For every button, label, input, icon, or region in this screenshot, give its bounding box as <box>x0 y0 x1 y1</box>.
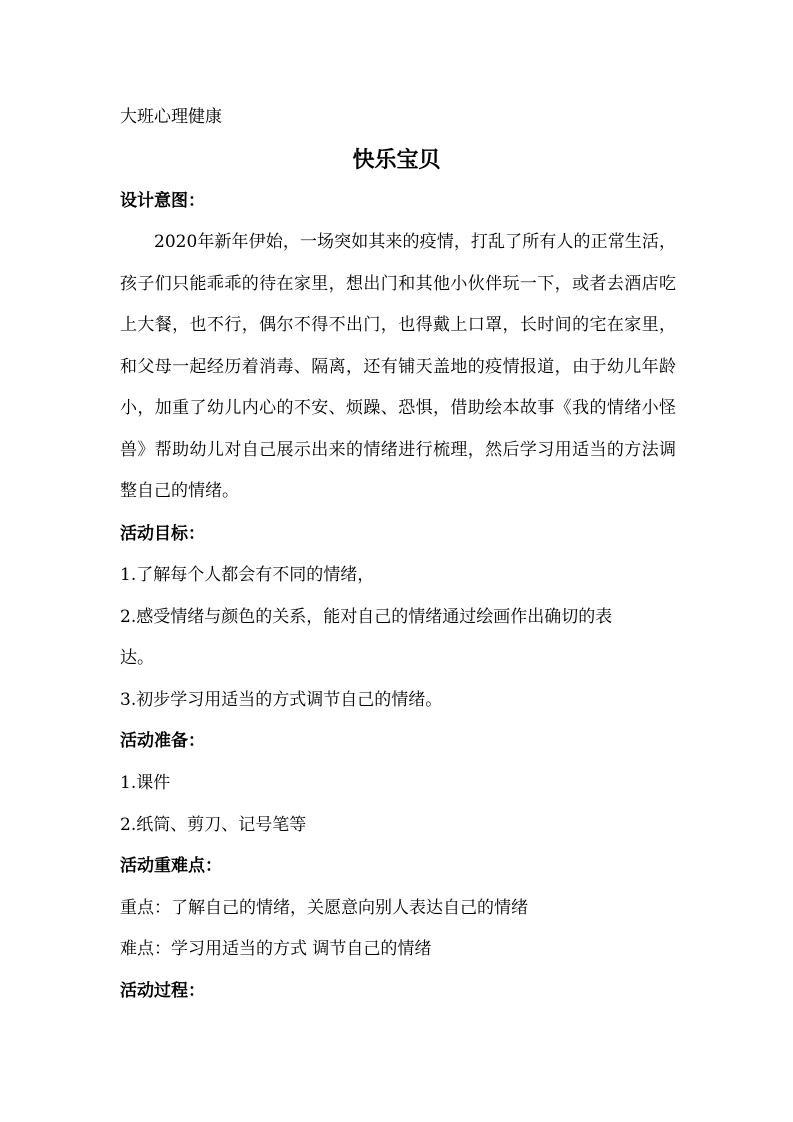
goal-item-3: 3.初步学习用适当的方式调节自己的情绪。 <box>120 690 443 710</box>
activity-process-heading: 活动过程： <box>120 981 205 1001</box>
key-difficult-heading: 活动重难点： <box>120 856 222 876</box>
design-intent-heading: 设计意图： <box>120 191 205 211</box>
key-point: 重点：了解自己的情绪，关愿意向别人表达自己的情绪 <box>120 898 528 918</box>
activity-goals-heading: 活动目标： <box>120 524 205 544</box>
page-title: 快乐宝贝 <box>352 148 441 173</box>
prep-item-1: 1.课件 <box>120 773 171 793</box>
difficult-point: 难点：学习用适当的方式 调节自己的情绪 <box>120 939 432 959</box>
prep-item-2: 2.纸筒、剪刀、记号笔等 <box>120 815 307 835</box>
goal-item-2-line-1: 2.感受情绪与颜色的关系，能对自己的情绪通过绘画作出确切的表 <box>120 607 613 627</box>
activity-prep-heading: 活动准备： <box>120 731 205 751</box>
goal-item-2-line-2: 达。 <box>120 648 154 668</box>
design-intent-paragraph: 2020年新年伊始，一场突如其来的疫情，打乱了所有人的正常生活，孩子们只能乖乖的待在家里，想出门和其他小伙伴玩一下，或者去酒店吃上大餐，也不行，偶尔不得不出门，也得戴上口罩，长时间的宅在家里，和父母一起经历着消毒、隔离，还有铺天盖地的疫情报道，由于幼儿年龄小，加重了幼儿内心的不安、烦躁、恐惧，借助绘本故事《我的情绪小怪兽》帮助幼儿对自己展示出来的情绪进行梳理，然后学习用适当的方法调整自己的情绪。 <box>120 232 676 501</box>
goal-item-1: 1.了解每个人都会有不同的情绪， <box>120 565 375 585</box>
category-label: 大班心理健康 <box>120 107 222 127</box>
